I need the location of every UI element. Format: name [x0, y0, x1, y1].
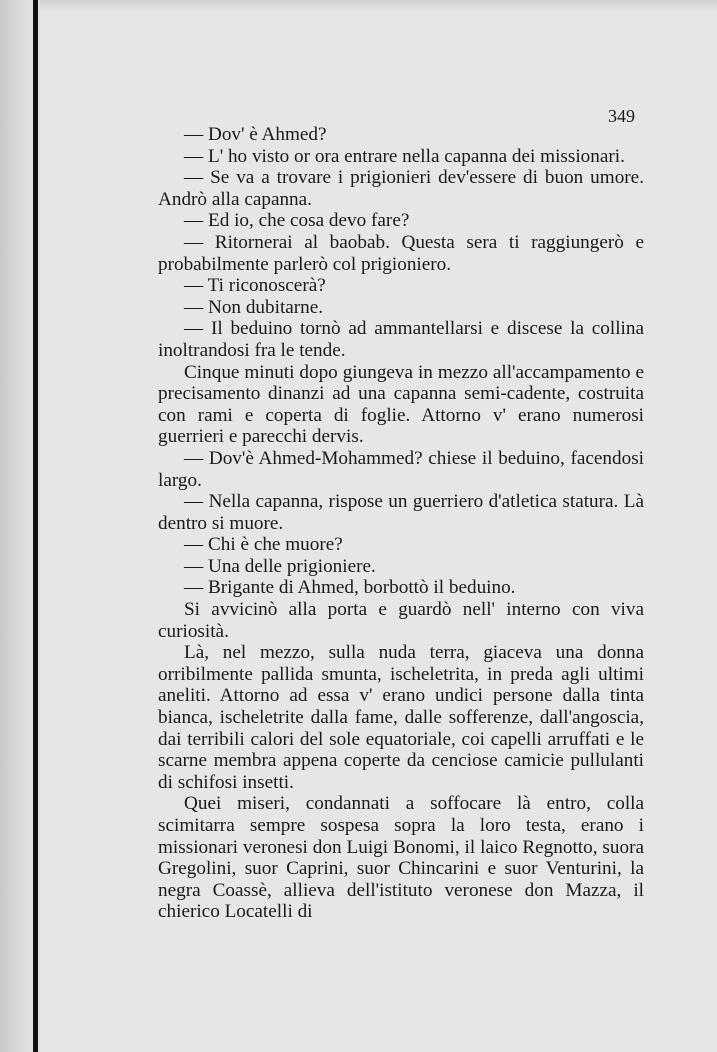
paragraph: — Nella capanna, rispose un guerriero d'atletica statura. Là dentro si muore. — [158, 491, 644, 534]
paragraph: — Il beduino tornò ad ammantellarsi e discese la collina inoltrandosi fra le tende. — [158, 318, 644, 361]
paragraph: — L' ho visto or ora entrare nella capanna dei missionari. — [184, 145, 625, 167]
paragraph: — Se va a trovare i prigionieri dev'essere di buon umore. Andrò alla capanna. — [158, 167, 644, 210]
paragraph: — Brigante di Ahmed, borbottò il beduino. — [184, 577, 516, 599]
paragraph: Quei miseri, condannati a soffocare là entro, colla scimitarra sempre sospesa sopra la loro testa, erano i missionari veronesi don Luigi Bonomi, il laico Regnotto, suora Gregolini, suor Caprini, suor Chincarini e suor Venturini, la negra Coassè, allieva dell'istituto veronese don Mazza, il chierico Locatelli di — [158, 793, 644, 923]
paragraph: — Una delle prigioniere. — [184, 555, 376, 577]
paragraph: — Dov'è Ahmed-Mohammed? chiese il beduino, facendosi largo. — [158, 447, 644, 491]
paragraph: — Ed io, che cosa devo fare? — [184, 210, 410, 232]
paragraph: — Ritornerai al baobab. Questa sera ti raggiungerò e probabilmente parlerò col prigioniero. — [158, 231, 644, 275]
paragraph: Cinque minuti dopo giungeva in mezzo all'accampamento e precisamento dinanzi ad una capanna semi-cadente, costruita con rami e coperta di foglie. Attorno v' erano numerosi guerrieri e parecchi dervis. — [158, 361, 644, 448]
page-top-shadow — [40, 0, 717, 12]
paragraph: — Chi è che muore? — [184, 534, 343, 556]
paragraph: — Dov' è Ahmed? — [184, 124, 327, 145]
binding-edge — [33, 0, 38, 1052]
page-text — [158, 124, 644, 923]
paragraph: — Ti riconoscerà? — [184, 275, 326, 297]
paragraph: — Non dubitarne. — [184, 296, 324, 318]
paragraph: Là, nel mezzo, sulla nuda terra, giaceva una donna orribilmente pallida smunta, ischeletrita, in preda agli ultimi aneliti. Attorno ad essa v' erano undici persone dalla tinta bianca, ischeletrite dalla fame, dalle sofferenze, dall'angoscia, dai terribili calori del sole equatoriale, coi capelli arruffati e le scarne membra appena coperte da cenciose camicie pullulanti di schifosi insetti. — [158, 642, 644, 793]
paragraph: Si avvicinò alla porta e guardò nell' interno con viva curiosità. — [158, 599, 644, 642]
page-number: 349 — [608, 106, 635, 126]
